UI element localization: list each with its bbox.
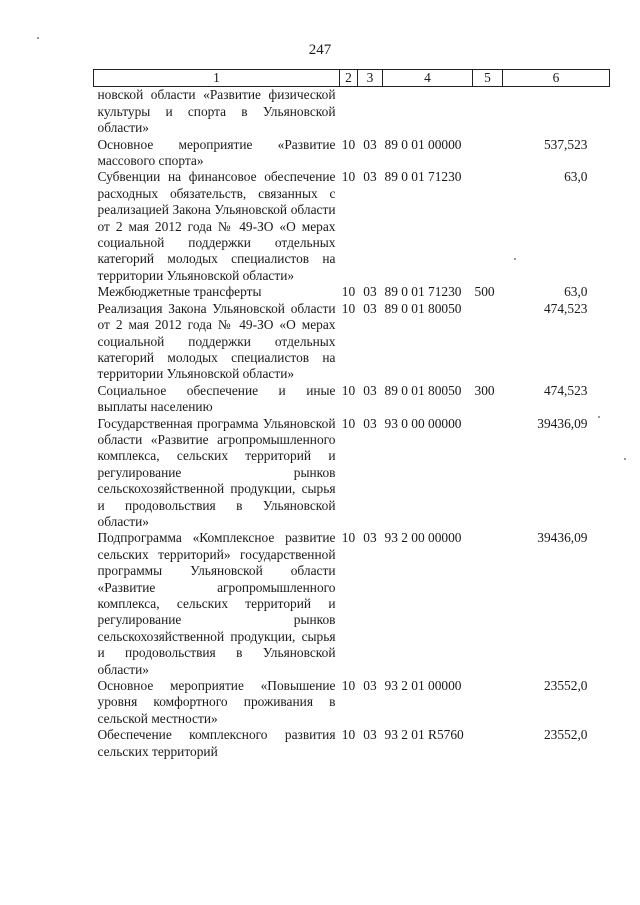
cell-expense-type — [473, 416, 503, 531]
cell-name: Межбюджетные трансферты — [97, 284, 262, 300]
cell-amount: 474,523 — [543, 300, 588, 316]
table-row — [94, 87, 610, 137]
cell-subsection: 03 — [363, 727, 377, 743]
budget-table — [93, 69, 610, 760]
table-row — [94, 727, 610, 760]
cell-target-item: 93 0 00 00000 — [384, 415, 462, 431]
cell-expense-type — [473, 727, 503, 760]
cell-section: 10 — [341, 415, 356, 431]
cell-name: Основное мероприятие «Повышение уровня комфортного проживания в сельской местности» — [97, 678, 336, 726]
header-cell-name: 1 — [94, 70, 340, 87]
table-row — [94, 383, 610, 416]
cell-section: 10 — [341, 382, 356, 398]
header-cell-amount: 6 — [503, 70, 610, 87]
cell-name: новской области «Развитие физической культуры и спорта в Ульяновской области» — [97, 87, 336, 136]
cell-expense-type: 300 — [474, 382, 495, 398]
header-cell-subsection: 3 — [358, 70, 383, 87]
cell-amount: 23552,0 — [543, 727, 588, 743]
cell-target-item — [383, 87, 473, 137]
cell-target-item: 93 2 01 00000 — [384, 678, 462, 694]
cell-section: 10 — [341, 300, 356, 316]
header-row — [94, 70, 610, 87]
cell-section: 10 — [341, 530, 356, 546]
cell-section — [340, 87, 358, 137]
cell-name: Социальное обеспечение и иные выплаты населению — [97, 382, 336, 415]
cell-subsection: 03 — [363, 678, 377, 694]
cell-expense-type — [473, 301, 503, 383]
cell-name: Основное мероприятие «Развитие массового спорта» — [97, 136, 336, 169]
cell-name: Субвенции на финансовое обеспечение расходных обязательств, связанных с реализацией Закона Ульяновской области от 2 мая 2012 года № 49-ЗО «О мерах социальной поддержки отдельных категорий молодых специалистов на территории Ульяновской области» — [97, 169, 336, 283]
cell-amount — [503, 87, 610, 137]
cell-expense-type — [473, 87, 503, 137]
cell-amount: 39436,09 — [537, 530, 588, 546]
cell-expense-type — [473, 530, 503, 678]
cell-name: Обеспечение комплексного развития сельских территорий — [97, 727, 336, 759]
table-row — [94, 530, 610, 678]
cell-amount: 474,523 — [543, 382, 588, 398]
cell-amount: 39436,09 — [537, 415, 588, 431]
scan-speck — [37, 37, 39, 39]
header-cell-expense-type: 5 — [473, 70, 503, 87]
cell-target-item: 89 0 01 71230 — [384, 169, 462, 185]
cell-target-item: 89 0 01 00000 — [384, 136, 462, 152]
cell-expense-type — [473, 169, 503, 284]
cell-section: 10 — [341, 727, 356, 743]
table-row — [94, 416, 610, 531]
cell-section: 10 — [341, 136, 356, 152]
cell-amount: 537,523 — [543, 136, 588, 152]
cell-name: Государственная программа Ульяновской области «Развитие агропромышленного комплекса, сельских территорий и регулирование рынков сельскохозяйственной продукции, сырья и продовольствия в Ульяновской области» — [97, 415, 336, 529]
cell-amount: 63,0 — [564, 169, 588, 185]
cell-name: Реализация Закона Ульяновской области от 2 мая 2012 года № 49-ЗО «О мерах социальной поддержки отдельных категорий молодых специалистов на территории Ульяновской области» — [97, 300, 336, 382]
cell-subsection: 03 — [363, 415, 377, 431]
cell-target-item: 89 0 01 80050 — [384, 382, 462, 398]
cell-target-item: 89 0 01 80050 — [384, 300, 462, 316]
table-row — [94, 284, 610, 300]
page-number: 247 — [308, 42, 332, 58]
cell-amount: 23552,0 — [543, 678, 588, 694]
cell-target-item: 93 2 01 R5760 — [384, 727, 464, 743]
cell-expense-type: 500 — [474, 284, 495, 300]
cell-subsection: 03 — [363, 530, 377, 546]
cell-subsection: 03 — [363, 382, 377, 398]
cell-subsection — [358, 87, 383, 137]
cell-subsection: 03 — [363, 136, 377, 152]
cell-target-item: 89 0 01 71230 — [384, 284, 462, 300]
scan-speck — [514, 258, 516, 260]
header-cell-target-item: 4 — [383, 70, 473, 87]
header-cell-section: 2 — [340, 70, 358, 87]
cell-expense-type — [473, 678, 503, 727]
cell-amount: 63,0 — [564, 284, 588, 300]
cell-name: Подпрограмма «Комплексное развитие сельских территорий» государственной программы Ульяновской области «Развитие агропромышленного комплекса, сельских территорий и регулирование рынков сельскохозяйственной продукции, сырья и продовольствия в Ульяновской области» — [97, 530, 336, 677]
cell-target-item: 93 2 00 00000 — [384, 530, 462, 546]
cell-section: 10 — [341, 284, 356, 300]
table-row — [94, 137, 610, 170]
scan-speck — [624, 458, 626, 460]
table-row — [94, 169, 610, 284]
table-row — [94, 678, 610, 727]
cell-subsection: 03 — [363, 284, 377, 300]
cell-section: 10 — [341, 678, 356, 694]
cell-subsection: 03 — [363, 169, 377, 185]
cell-subsection: 03 — [363, 300, 377, 316]
cell-expense-type — [473, 137, 503, 170]
cell-section: 10 — [341, 169, 356, 185]
scan-speck — [598, 416, 600, 418]
table-row — [94, 301, 610, 383]
